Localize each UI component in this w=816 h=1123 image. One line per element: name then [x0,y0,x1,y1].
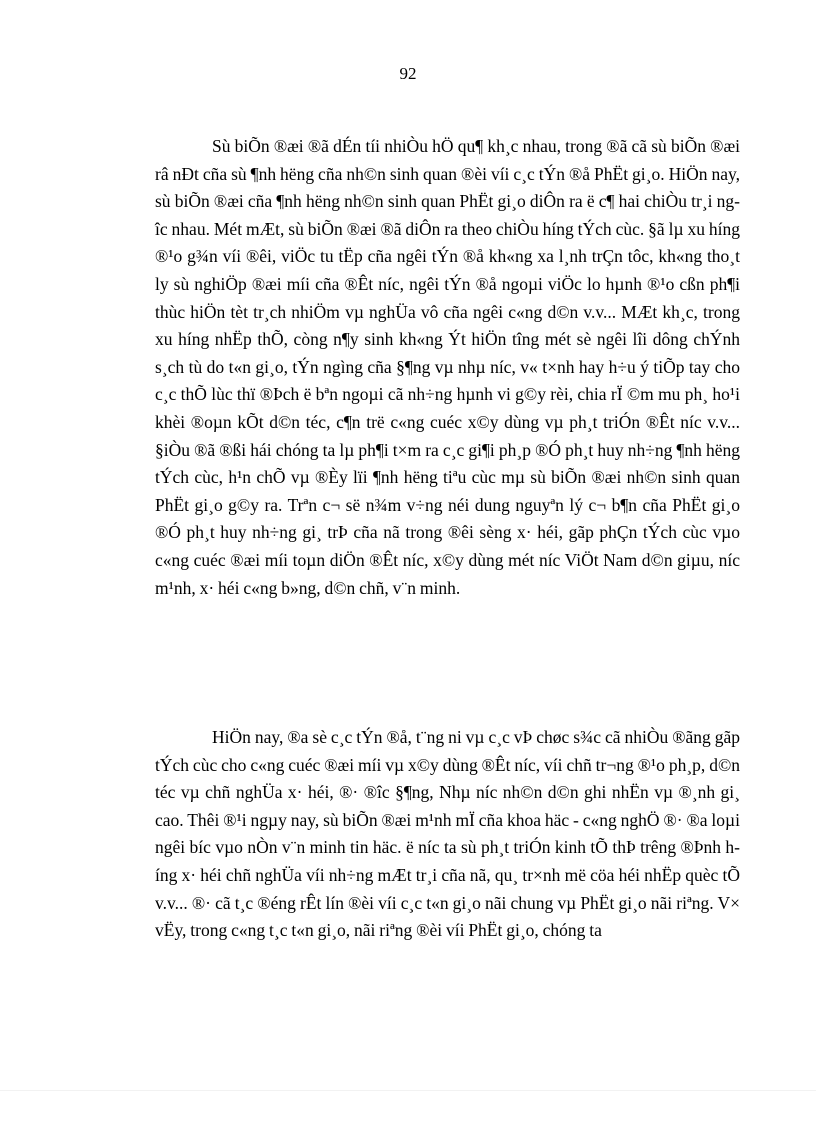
paragraph-2: HiÖn nay, ®a sè c¸c tÝn ®å, t¨ng ni vµ c¸c vÞ chøc s¾c cã nhiÒu ®ãng gãp tÝch cùc cho c«ng cuéc ®æi míi vµ x©y dùng ®Êt níc, víi chñ tr¬ng ®¹o ph¸p, d©n téc vµ chñ nghÜa x· héi, ®· ®îc §¶ng, Nhµ níc nh©n d©n ghi nhËn vµ ®¸nh gi¸ cao. Thêi ®¹i ngµy nay, sù biÕn ®æi m¹nh mÏ cña khoa häc - c«ng nghÖ ®· ®a loµi ngêi bíc vµo nÒn v¨n minh tin häc. ë níc ta sù ph¸t triÓn kinh tÕ thÞ trêng ®Þnh híng x· héi chñ nghÜa víi nh÷ng mÆt tr¸i cña nã, qu¸ tr×nh më cöa héi nhËp quèc tÕ v.v... ®· cã t¸c ®éng rÊt lín ®èi víi c¸c t«n gi¸o nãi chung vµ PhËt gi¸o nãi riªng. V× vËy, trong c«ng t¸c t«n gi¸o, nãi riªng ®èi víi PhËt gi¸o, chóng ta [155,727,740,941]
page-number: 92 [399,64,417,83]
page-bottom-divider [0,1090,816,1091]
paragraph-1: Sù biÕn ®æi ®ã dÉn tíi nhiÒu hÖ qu¶ kh¸c nhau, trong ®ã cã sù biÕn ®æi râ nÐt cña sù ¶nh hëng cña nh©n sinh quan ®èi víi c¸c tÝn ®å PhËt gi¸o. HiÖn nay, sù biÕn ®æi cña ¶nh hëng nh©n sinh quan PhËt gi¸o diÔn ra ë c¶ hai chiÒu tr¸i ngîc nhau. Mét mÆt, sù biÕn ®æi ®ã diÔn ra theo chiÒu híng tÝch cùc. §ã lµ xu híng ®¹o g¾n víi ®êi, viÖc tu tËp cña ngêi tÝn ®å kh«ng xa l¸nh trÇn tôc, kh«ng tho¸t ly sù nghiÖp ®æi míi cña ®Êt níc, ngêi tÝn ®å ngoµi viÖc lo hµnh ®¹o cßn ph¶i thùc hiÖn tèt tr¸ch nhiÖm vµ nghÜa vô cña ngêi c«ng d©n v.v... MÆt kh¸c, trong xu híng nhËp thÕ, còng n¶y sinh kh«ng Ýt hiÖn tîng mét sè ngêi lîi dông chÝnh s¸ch tù do t«n gi¸o, tÝn ngìng cña §¶ng vµ nhµ níc, v« t×nh hay h÷u ý tiÕp tay cho c¸c thÕ lùc thï ®Þch ë bªn ngoµi cã nh÷ng hµnh vi g©y rèi, chia rÏ ©m mu ph¸ ho¹i khèi ®oµn kÕt d©n téc, c¶n trë c«ng cuéc x©y dùng vµ ph¸t triÓn ®Êt níc v.v... §iÒu ®ã ®ßi hái chóng ta lµ ph¶i t×m ra c¸c gi¶i ph¸p ®Ó ph¸t huy nh÷ng ¶nh hëng tÝch cùc, h¹n chÕ vµ ®Èy lïi ¶nh hëng tiªu cùc mµ sù biÕn ®æi nh©n sinh quan PhËt gi¸o g©y ra. Trªn c¬ së n¾m v÷ng néi dung nguyªn lý c¬ b¶n cña PhËt gi¸o ®Ó ph¸t huy nh÷ng gi¸ trÞ cña nã trong ®êi sèng x· héi, gãp phÇn tÝch cùc vµo c«ng cuéc ®æi míi toµn diÖn ®Êt níc, x©y dùng mét níc ViÖt Nam d©n giµu, níc m¹nh, x· héi c«ng b»ng, d©n chñ, v¨n minh. [155,136,740,598]
